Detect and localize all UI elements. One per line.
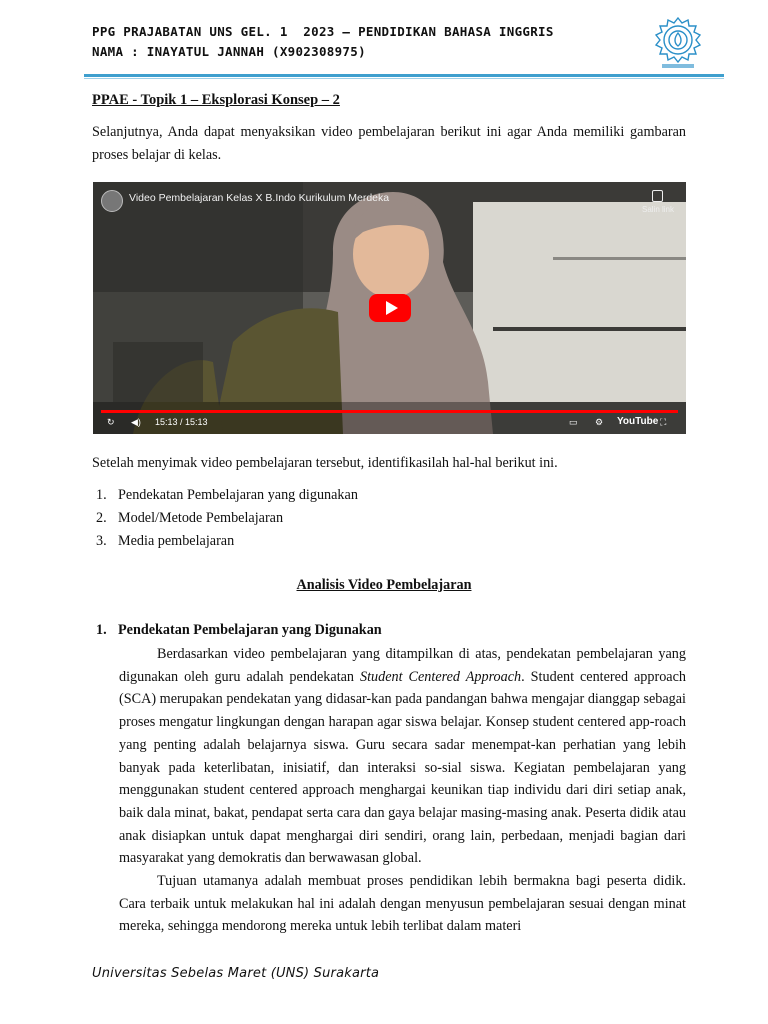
play-icon [386, 301, 398, 315]
body-paragraph: Tujuan utamanya adalah membuat proses pendidikan lebih bermakna bagi peserta didik. Cara terbaik untuk melakukan hal ini adalah dengan menyusun pembelajaran sesuai dengan minat mereka, sehingga mendorong mereka untuk lebih terlibat dalam materi [119, 873, 686, 935]
captions-icon[interactable]: ▭ [569, 417, 578, 427]
uns-logo-icon [652, 14, 704, 72]
after-video-paragraph: Setelah menyimak video pembelajaran tersebut, identifikasilah hal-hal berikut ini. [92, 455, 558, 471]
list-item: 3. Media pembelajaran [96, 533, 235, 549]
video-controls [93, 412, 686, 434]
volume-icon[interactable]: ◀) [131, 417, 141, 427]
video-player[interactable] [93, 182, 686, 434]
page-title: PPAE - Topik 1 – Eksplorasi Konsep – 2 [92, 92, 340, 108]
section-body [119, 643, 686, 938]
analysis-heading: Analisis Video Pembelajaran [296, 577, 472, 593]
channel-avatar[interactable] [101, 190, 123, 212]
replay-icon[interactable]: ↻ [107, 417, 115, 427]
fullscreen-icon[interactable]: ⛶ [660, 417, 667, 427]
settings-gear-icon[interactable]: ⚙ [595, 417, 604, 427]
header-divider-thin [84, 78, 724, 79]
copy-link-button[interactable] [642, 190, 674, 214]
youtube-logo[interactable]: YouTube [617, 416, 659, 427]
page-header [92, 22, 652, 62]
intro-paragraph: Selanjutnya, Anda dapat menyaksikan video pembelajaran berikut ini agar Anda memiliki gambaran proses belajar di kelas. [92, 124, 686, 163]
identification-list [96, 484, 358, 553]
copy-icon [652, 190, 663, 202]
page-footer: Universitas Sebelas Maret (UNS) Surakarta [92, 966, 380, 981]
header-divider [84, 74, 724, 77]
play-button[interactable] [369, 294, 411, 322]
time-readout: 15:13 / 15:13 [155, 417, 208, 427]
list-item: 2. Model/Metode Pembelajaran [96, 510, 284, 526]
copy-link-label: Salin link [641, 205, 674, 214]
video-title[interactable]: Video Pembelajaran Kelas X B.Indo Kurikulum Merdeka [129, 192, 390, 204]
header-program: PPG PRAJABATAN UNS GEL. 1 2023 – PENDIDIKAN BAHASA INGGRIS [92, 24, 554, 39]
header-name: NAMA : INAYATUL JANNAH (X902308975) [92, 44, 366, 59]
body-paragraph: Berdasarkan video pembelajaran yang ditampilkan di atas, pendekatan pembelajaran yang digunakan oleh guru adalah pendekatan Student Centered Approach. Student centered approach (SCA) merupakan pendekatan yang didasar-kan pada pandangan bahwa mengajar dianggap sebagai proses mengatur lingkungan dengan harapan agar siswa belajar. Konsep student centered app-roach yang penting adalah belajarnya siswa. Guru secara sadar menempat-kan perhatian yang lebih banyak pada keterlibatan, inisiatif, dan interaksi so-sial siswa. Kegiatan pembelajaran yang menggunakan student centered approach menghargai keunikan tiap individu dari diri setiap anak, baik dala minat, bakat, pendapat serta cara dan gaya belajar masing-masing anak. Peserta didik atau anak disiapkan untuk dapat menghargai diri sendiri, orang lain, perbedaan, menjadi bagian dari masyarakat yang demokratis dan berwawasan global. [119, 646, 686, 867]
section-heading: 1. Pendekatan Pembelajaran yang Digunakan [96, 622, 382, 638]
list-item: 1. Pendekatan Pembelajaran yang digunakan [96, 487, 358, 503]
